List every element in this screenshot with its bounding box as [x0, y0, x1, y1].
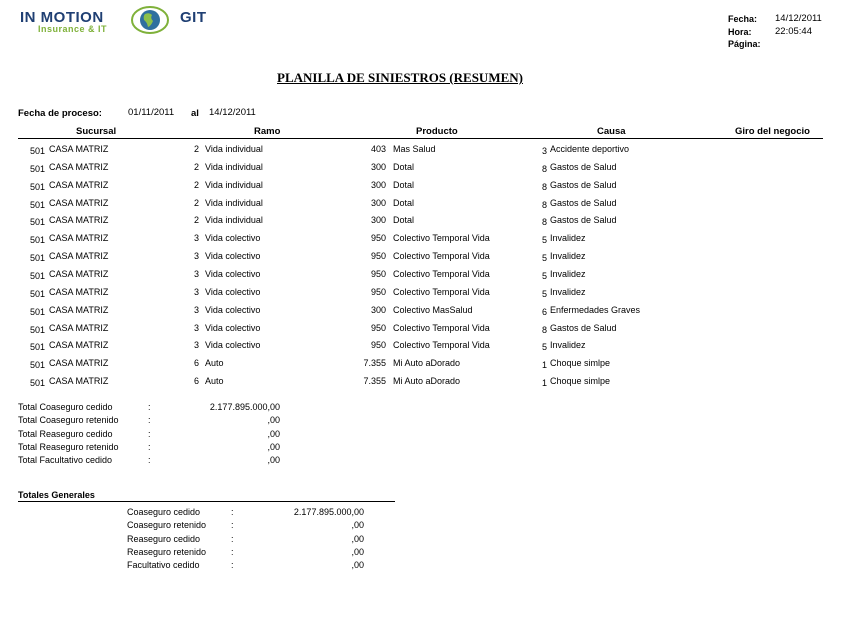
cell-producto-name: Mas Salud: [393, 144, 436, 154]
cell-sucursal-name: CASA MATRIZ: [49, 358, 109, 368]
cell-sucursal-code: 501: [29, 360, 45, 370]
cell-ramo-code: 2: [193, 144, 199, 154]
pagina-label: Página:: [728, 39, 761, 49]
cell-ramo-code: 2: [193, 180, 199, 190]
fecha-value: 14/12/2011: [775, 13, 822, 24]
logo-subtitle: Insurance & IT: [38, 24, 108, 34]
cell-ramo-name: Auto: [205, 358, 224, 368]
cell-causa-code: 6: [541, 307, 547, 317]
cell-sucursal-name: CASA MATRIZ: [49, 144, 109, 154]
cell-sucursal-name: CASA MATRIZ: [49, 233, 109, 243]
cell-sucursal-name: CASA MATRIZ: [49, 287, 109, 297]
cell-ramo-code: 2: [193, 215, 199, 225]
col-header-sucursal: Sucursal: [76, 126, 117, 137]
cell-sucursal-name: CASA MATRIZ: [49, 376, 109, 386]
cell-producto-name: Colectivo Temporal Vida: [393, 323, 490, 333]
cell-causa-name: Enfermedades Graves: [550, 305, 641, 315]
cell-sucursal-code: 501: [29, 200, 45, 210]
cell-causa-name: Invalidez: [550, 340, 586, 350]
cell-ramo-code: 6: [193, 376, 199, 386]
cell-ramo-code: 3: [193, 323, 199, 333]
cell-producto-name: Colectivo Temporal Vida: [393, 269, 490, 279]
cell-causa-name: Invalidez: [550, 287, 586, 297]
cell-sucursal-code: 501: [29, 325, 45, 335]
cell-causa-name: Gastos de Salud: [550, 323, 617, 333]
cell-sucursal-name: CASA MATRIZ: [49, 198, 109, 208]
header-divider: [18, 138, 823, 139]
general-total-label: Reaseguro retenido: [127, 547, 207, 557]
cell-causa-name: Choque simlpe: [550, 376, 611, 386]
cell-producto-code: 300: [370, 180, 386, 190]
general-total-separator: :: [231, 534, 234, 544]
general-totals-divider: [18, 501, 395, 502]
cell-ramo-code: 6: [193, 358, 199, 368]
cell-sucursal-code: 501: [29, 164, 45, 174]
cell-sucursal-code: 501: [29, 307, 45, 317]
cell-sucursal-name: CASA MATRIZ: [49, 251, 109, 261]
cell-causa-code: 5: [541, 253, 547, 263]
cell-sucursal-name: CASA MATRIZ: [49, 215, 109, 225]
process-date-to: 14/12/2011: [209, 107, 256, 118]
cell-producto-name: Dotal: [393, 180, 415, 190]
cell-producto-name: Mi Auto aDorado: [393, 358, 461, 368]
cell-causa-code: 5: [541, 289, 547, 299]
cell-producto-name: Colectivo MasSalud: [393, 305, 473, 315]
total-separator: :: [148, 402, 151, 412]
logo-text-right: GIT: [180, 9, 207, 26]
total-separator: :: [148, 442, 151, 452]
cell-sucursal-name: CASA MATRIZ: [49, 305, 109, 315]
total-label: Total Reaseguro cedido: [18, 429, 113, 439]
cell-causa-name: Gastos de Salud: [550, 162, 617, 172]
fecha-label: Fecha:: [728, 14, 758, 24]
cell-ramo-name: Auto: [205, 376, 224, 386]
cell-causa-name: Gastos de Salud: [550, 198, 617, 208]
total-label: Total Coaseguro retenido: [18, 415, 119, 425]
cell-causa-code: 1: [541, 378, 547, 388]
cell-sucursal-code: 501: [29, 253, 45, 263]
general-total-separator: :: [231, 547, 234, 557]
cell-ramo-name: Vida individual: [205, 162, 263, 172]
cell-causa-name: Invalidez: [550, 269, 586, 279]
cell-causa-name: Accidente deportivo: [550, 144, 630, 154]
cell-causa-code: 5: [541, 235, 547, 245]
general-total-label: Facultativo cedido: [127, 560, 200, 570]
cell-causa-code: 8: [541, 325, 547, 335]
cell-causa-code: 5: [541, 342, 547, 352]
cell-sucursal-code: 501: [29, 182, 45, 192]
cell-ramo-code: 2: [193, 162, 199, 172]
cell-producto-name: Colectivo Temporal Vida: [393, 233, 490, 243]
cell-ramo-name: Vida colectivo: [205, 287, 261, 297]
cell-producto-name: Colectivo Temporal Vida: [393, 251, 490, 261]
logo-text-left: IN MOTION: [20, 9, 104, 26]
cell-ramo-code: 3: [193, 340, 199, 350]
cell-sucursal-code: 501: [29, 146, 45, 156]
process-date-from: 01/11/2011: [128, 107, 175, 118]
cell-producto-code: 300: [370, 198, 386, 208]
total-value: ,00: [267, 415, 280, 425]
cell-sucursal-name: CASA MATRIZ: [49, 340, 109, 350]
col-header-giro: Giro del negocio: [735, 126, 810, 137]
cell-causa-name: Gastos de Salud: [550, 215, 617, 225]
general-total-separator: :: [231, 520, 234, 530]
cell-producto-code: 950: [370, 269, 386, 279]
cell-ramo-name: Vida colectivo: [205, 340, 261, 350]
cell-ramo-name: Vida individual: [205, 215, 263, 225]
company-logo: [18, 6, 228, 36]
cell-producto-code: 7.355: [363, 376, 386, 386]
cell-causa-code: 3: [541, 146, 547, 156]
cell-ramo-name: Vida individual: [205, 144, 263, 154]
cell-producto-code: 300: [370, 162, 386, 172]
total-value: 2.177.895.000,00: [209, 402, 280, 412]
cell-producto-code: 950: [370, 340, 386, 350]
cell-sucursal-name: CASA MATRIZ: [49, 323, 109, 333]
cell-producto-code: 300: [370, 215, 386, 225]
cell-ramo-code: 3: [193, 305, 199, 315]
total-value: ,00: [267, 429, 280, 439]
general-total-value: ,00: [351, 534, 364, 544]
general-total-label: Coaseguro cedido: [127, 507, 201, 517]
cell-causa-code: 8: [541, 164, 547, 174]
total-separator: :: [148, 429, 151, 439]
cell-producto-code: 300: [370, 305, 386, 315]
cell-sucursal-code: 501: [29, 271, 45, 281]
general-total-value: ,00: [351, 520, 364, 530]
cell-ramo-name: Vida individual: [205, 180, 263, 190]
cell-causa-code: 8: [541, 200, 547, 210]
cell-causa-name: Choque simlpe: [550, 358, 611, 368]
cell-sucursal-name: CASA MATRIZ: [49, 162, 109, 172]
process-date-label: Fecha de proceso:: [18, 108, 102, 119]
total-label: Total Facultativo cedido: [18, 455, 113, 465]
cell-ramo-code: 3: [193, 269, 199, 279]
cell-sucursal-code: 501: [29, 217, 45, 227]
cell-producto-code: 950: [370, 323, 386, 333]
cell-ramo-name: Vida colectivo: [205, 323, 261, 333]
cell-producto-code: 950: [370, 287, 386, 297]
general-total-separator: :: [231, 560, 234, 570]
general-total-label: Coaseguro retenido: [127, 520, 207, 530]
general-total-value: ,00: [351, 560, 364, 570]
total-label: Total Reaseguro retenido: [18, 442, 119, 452]
total-label: Total Coaseguro cedido: [18, 402, 113, 412]
col-header-ramo: Ramo: [254, 126, 281, 137]
hora-value: 22:05:44: [775, 26, 812, 37]
total-value: ,00: [267, 455, 280, 465]
cell-sucursal-code: 501: [29, 342, 45, 352]
general-total-separator: :: [231, 507, 234, 517]
cell-producto-code: 403: [370, 144, 386, 154]
cell-ramo-name: Vida individual: [205, 198, 263, 208]
cell-producto-code: 7.355: [363, 358, 386, 368]
cell-ramo-code: 3: [193, 287, 199, 297]
cell-producto-name: Colectivo Temporal Vida: [393, 287, 490, 297]
cell-sucursal-code: 501: [29, 235, 45, 245]
cell-ramo-name: Vida colectivo: [205, 305, 261, 315]
cell-sucursal-name: CASA MATRIZ: [49, 180, 109, 190]
cell-causa-name: Invalidez: [550, 251, 586, 261]
general-total-value: ,00: [351, 547, 364, 557]
cell-ramo-code: 2: [193, 198, 199, 208]
general-totals-heading: Totales Generales: [18, 490, 95, 500]
total-value: ,00: [267, 442, 280, 452]
cell-ramo-code: 3: [193, 251, 199, 261]
cell-producto-name: Dotal: [393, 198, 415, 208]
globe-icon: [131, 6, 169, 34]
cell-ramo-code: 3: [193, 233, 199, 243]
cell-ramo-name: Vida colectivo: [205, 233, 261, 243]
cell-causa-code: 8: [541, 217, 547, 227]
process-date-al: al: [191, 108, 199, 119]
cell-sucursal-code: 501: [29, 378, 45, 388]
col-header-producto: Producto: [416, 126, 458, 137]
cell-causa-code: 5: [541, 271, 547, 281]
cell-sucursal-code: 501: [29, 289, 45, 299]
cell-causa-code: 8: [541, 182, 547, 192]
general-total-label: Reaseguro cedido: [127, 534, 201, 544]
cell-producto-code: 950: [370, 251, 386, 261]
cell-producto-code: 950: [370, 233, 386, 243]
cell-ramo-name: Vida colectivo: [205, 251, 261, 261]
cell-ramo-name: Vida colectivo: [205, 269, 261, 279]
cell-producto-name: Dotal: [393, 215, 415, 225]
cell-causa-code: 1: [541, 360, 547, 370]
cell-producto-name: Colectivo Temporal Vida: [393, 340, 490, 350]
total-separator: :: [148, 455, 151, 465]
cell-causa-name: Gastos de Salud: [550, 180, 617, 190]
hora-label: Hora:: [728, 27, 752, 37]
cell-producto-name: Dotal: [393, 162, 415, 172]
cell-producto-name: Mi Auto aDorado: [393, 376, 461, 386]
total-separator: :: [148, 415, 151, 425]
cell-causa-name: Invalidez: [550, 233, 586, 243]
general-total-value: 2.177.895.000,00: [293, 507, 364, 517]
report-title: PLANILLA DE SINIESTROS (RESUMEN): [277, 70, 523, 85]
col-header-causa: Causa: [597, 126, 626, 137]
cell-sucursal-name: CASA MATRIZ: [49, 269, 109, 279]
